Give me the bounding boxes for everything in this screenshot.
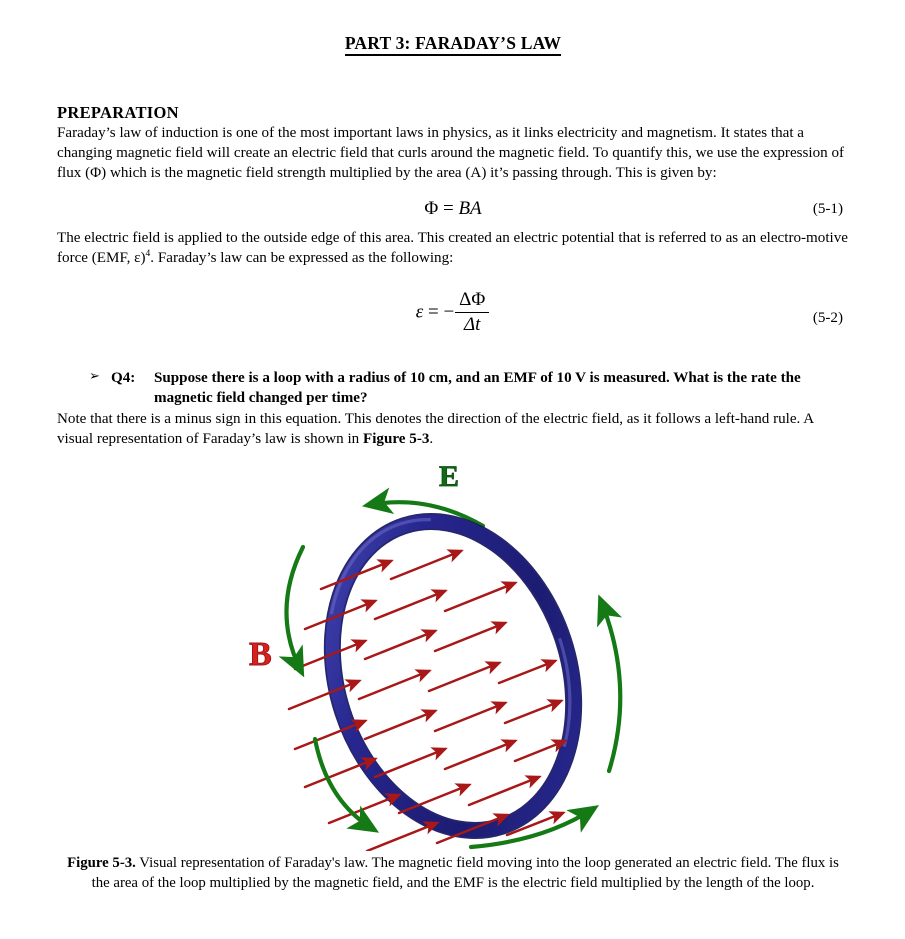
circulation-arc-left xyxy=(286,547,303,671)
paragraph-minus-sign xyxy=(57,409,849,449)
bullet-arrow-icon: ➢ xyxy=(89,369,100,385)
figure-caption xyxy=(57,854,849,893)
footnote-marker: 4 xyxy=(145,248,151,259)
label-electric-field: E xyxy=(439,460,460,493)
equation-flux xyxy=(57,198,849,228)
paragraph-emf-part-b: . Faraday’s law can be expressed as the following: xyxy=(150,249,454,266)
paragraph-intro: Faraday’s law of induction is one of the most important laws in physics, as it links electricity and magnetism. It states that a changing magnetic field will create an electric field that curls around the magnetic field. To quantify this, we use the expression of flux (Φ) which is the magnetic field strength multiplied by the area (A) it’s passing through. This is given by: xyxy=(57,125,845,182)
equation-flux-body xyxy=(57,198,849,220)
faraday-law-illustration xyxy=(243,461,663,851)
equation-faraday-numerator: ΔΦ xyxy=(455,289,489,313)
figure-caption-text: Visual representation of Faraday's law. The magnetic field moving into the loop generated an electric field. The flux is the area of the loop multiplied by the magnetic field, and the EMF is the electric field multiplied by the length of the loop. xyxy=(91,854,839,891)
equation-faraday-lhs: ε xyxy=(415,301,424,323)
equation-flux-lhs: Φ xyxy=(424,197,439,219)
paragraph-emf-part-a: The electric field is applied to the outside edge of this area. This created an electric potential that is referred to as an electro-motive force (EMF, ε) xyxy=(57,229,848,266)
equation-faraday-sign: − xyxy=(443,301,455,323)
equation-flux-rhs: BA xyxy=(458,197,482,219)
equation-faraday-body xyxy=(57,290,849,337)
paragraph-minus-sign-part-b: . xyxy=(429,430,434,447)
page-title-text: PART 3: FARADAY’S LAW xyxy=(345,33,561,56)
equation-faraday-relation: = xyxy=(427,301,439,323)
figure-reference: Figure 5-3 xyxy=(363,430,430,447)
figure-caption-label: Figure 5-3. xyxy=(67,854,136,871)
circulation-arc-right xyxy=(601,601,620,771)
paragraph-emf xyxy=(57,228,849,268)
question-q4-text: Suppose there is a loop with a radius of 10 cm, and an EMF of 10 V is measured. What is the rate the magnetic field changed per time? xyxy=(154,370,801,407)
label-magnetic-field: B xyxy=(249,635,272,673)
document-content xyxy=(57,0,849,908)
equation-faraday xyxy=(57,290,849,348)
question-q4 xyxy=(89,368,849,408)
equation-flux-relation: = xyxy=(442,197,454,219)
figure-5-3 xyxy=(57,461,849,851)
section-heading-preparation: PREPARATION xyxy=(57,103,179,122)
equation-faraday-number: (5-2) xyxy=(812,310,843,327)
equation-faraday-fraction xyxy=(455,289,489,336)
question-q4-label: Q4: xyxy=(111,370,136,387)
equation-flux-number: (5-1) xyxy=(812,200,843,217)
paragraph-minus-sign-part-a: Note that there is a minus sign in this equation. This denotes the direction of the electric field, as it follows a left-hand rule. A visual representation of Faraday’s law is shown in xyxy=(57,410,814,447)
page-title xyxy=(57,33,849,54)
equation-faraday-denominator: Δt xyxy=(463,313,481,335)
